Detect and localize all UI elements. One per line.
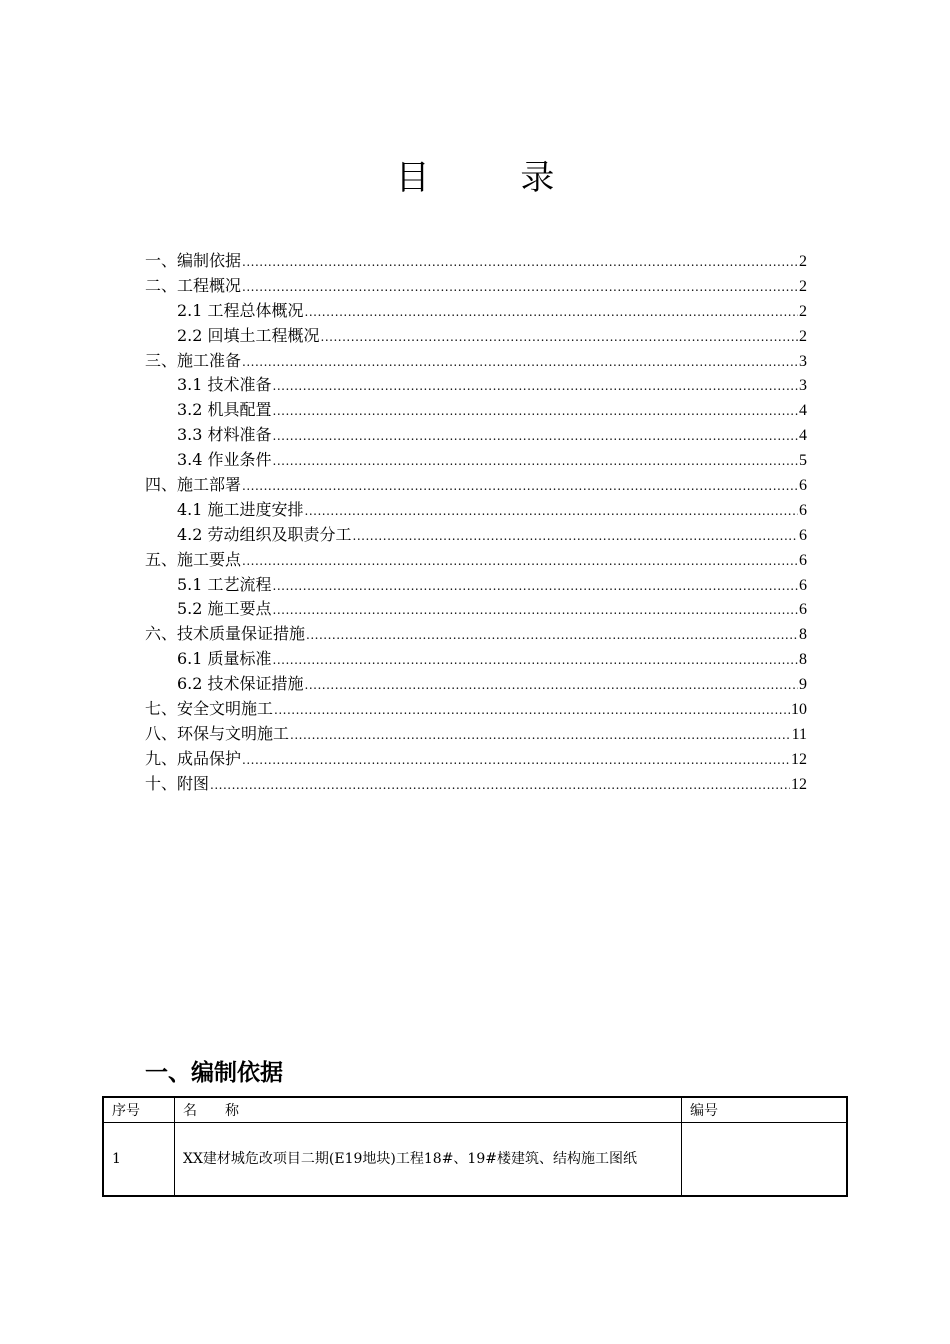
- toc-dot-leader: [321, 325, 798, 350]
- toc-entry[interactable]: [145, 672, 807, 697]
- toc-dot-leader: [274, 698, 790, 723]
- toc-entry-page: 4: [799, 427, 807, 445]
- toc-entry-page: 12: [791, 750, 807, 768]
- toc-entry[interactable]: [145, 597, 807, 622]
- toc-entry[interactable]: [145, 423, 807, 448]
- toc-entry-label: 3.4 作业条件: [177, 450, 272, 470]
- table-row: [103, 1123, 847, 1197]
- toc-entry[interactable]: [145, 274, 807, 299]
- toc-dot-leader: [242, 275, 798, 300]
- toc-entry-page: 6: [799, 526, 807, 544]
- toc-entry-page: 3: [799, 377, 807, 395]
- toc-dot-leader: [306, 623, 798, 648]
- toc-dot-leader: [305, 499, 798, 524]
- toc-dot-leader: [305, 673, 798, 698]
- toc-entry[interactable]: [145, 349, 807, 374]
- toc-entry-label: 六、技术质量保证措施: [145, 624, 306, 644]
- toc-entry-page: 2: [799, 302, 807, 320]
- toc-entry-page: 2: [799, 277, 807, 295]
- header-code: 编号: [682, 1097, 848, 1123]
- toc-entry-label: 四、施工部署: [145, 475, 242, 495]
- toc-entry-label: 6.1 质量标准: [177, 649, 272, 669]
- toc-entry[interactable]: [145, 398, 807, 423]
- toc-entry[interactable]: [145, 299, 807, 324]
- toc-entry-page: 6: [799, 601, 807, 619]
- toc-dot-leader: [305, 300, 798, 325]
- toc-entry-page: 11: [791, 725, 807, 743]
- toc-entry-page: 3: [799, 352, 807, 370]
- toc-entry-label: 4.2 劳动组织及职责分工: [177, 524, 352, 544]
- table-header-row: [103, 1097, 847, 1123]
- toc-entry[interactable]: [145, 697, 807, 722]
- toc-entry[interactable]: [145, 573, 807, 598]
- toc-entry[interactable]: [145, 498, 807, 523]
- toc-entry-label: 3.2 机具配置: [177, 400, 272, 420]
- basis-table: [102, 1096, 848, 1197]
- toc-dot-leader: [210, 773, 790, 798]
- toc-entry-page: 6: [799, 551, 807, 569]
- toc-entry-page: 8: [799, 626, 807, 644]
- toc-entry[interactable]: [145, 747, 807, 772]
- toc-entry-label: 五、施工要点: [145, 549, 242, 569]
- toc-dot-leader: [273, 449, 798, 474]
- toc-entry-label: 5.2 施工要点: [177, 599, 272, 619]
- toc-dot-leader: [242, 748, 790, 773]
- header-name: 名 称: [175, 1097, 682, 1123]
- toc-entry-label: 6.2 技术保证措施: [177, 674, 304, 694]
- table-of-contents: [145, 249, 807, 797]
- toc-dot-leader: [273, 399, 798, 424]
- toc-entry-page: 2: [799, 327, 807, 345]
- toc-dot-leader: [273, 424, 798, 449]
- toc-dot-leader: [242, 549, 798, 574]
- toc-dot-leader: [242, 474, 798, 499]
- toc-entry-label: 一、编制依据: [145, 251, 242, 270]
- toc-dot-leader: [273, 598, 798, 623]
- toc-entry[interactable]: [145, 448, 807, 473]
- toc-entry[interactable]: [145, 523, 807, 548]
- toc-entry-page: 5: [799, 452, 807, 470]
- toc-entry-label: 3.3 材料准备: [177, 425, 272, 445]
- toc-entry[interactable]: [145, 324, 807, 349]
- toc-entry[interactable]: [145, 249, 807, 274]
- toc-entry-page: 6: [799, 477, 807, 495]
- toc-entry[interactable]: [145, 722, 807, 747]
- toc-entry-page: 9: [799, 676, 807, 694]
- toc-entry-label: 十、附图: [145, 773, 210, 793]
- toc-entry-label: 八、环保与文明施工: [145, 723, 290, 743]
- toc-dot-leader: [273, 648, 798, 673]
- toc-entry-label: 七、安全文明施工: [145, 699, 274, 719]
- toc-title: 目 录: [395, 158, 595, 198]
- toc-dot-leader: [353, 524, 798, 549]
- toc-entry-label: 4.1 施工进度安排: [177, 499, 304, 519]
- toc-entry[interactable]: [145, 772, 807, 797]
- toc-dot-leader: [242, 350, 798, 375]
- toc-dot-leader: [290, 723, 791, 748]
- toc-entry[interactable]: [145, 373, 807, 398]
- section-heading: 一、编制依据: [145, 1060, 283, 1086]
- toc-entry-page: 6: [799, 501, 807, 519]
- toc-entry[interactable]: [145, 622, 807, 647]
- toc-entry-label: 三、施工准备: [145, 350, 242, 370]
- toc-entry-page: 8: [799, 651, 807, 669]
- row-code: [682, 1123, 848, 1197]
- toc-entry[interactable]: [145, 548, 807, 573]
- toc-dot-leader: [242, 250, 798, 275]
- toc-dot-leader: [273, 574, 798, 599]
- toc-dot-leader: [273, 374, 798, 399]
- row-no: 1: [103, 1123, 175, 1197]
- toc-entry-label: 2.1 工程总体概况: [177, 300, 304, 320]
- toc-entry-label: 3.1 技术准备: [177, 375, 272, 395]
- toc-entry-label: 二、工程概况: [145, 275, 242, 295]
- row-name: XX建材城危改项目二期(E19地块)工程18#、19#楼建筑、结构施工图纸: [175, 1123, 682, 1197]
- toc-entry-label: 5.1 工艺流程: [177, 574, 272, 594]
- toc-entry[interactable]: [145, 647, 807, 672]
- toc-entry-page: 2: [799, 253, 807, 270]
- toc-entry-page: 12: [791, 775, 807, 793]
- header-no: 序号: [103, 1097, 175, 1123]
- toc-entry-page: 10: [791, 701, 807, 719]
- toc-entry-label: 九、成品保护: [145, 748, 242, 768]
- toc-entry[interactable]: [145, 473, 807, 498]
- toc-entry-label: 2.2 回填土工程概况: [177, 325, 320, 345]
- toc-entry-page: 4: [799, 402, 807, 420]
- toc-entry-page: 6: [799, 576, 807, 594]
